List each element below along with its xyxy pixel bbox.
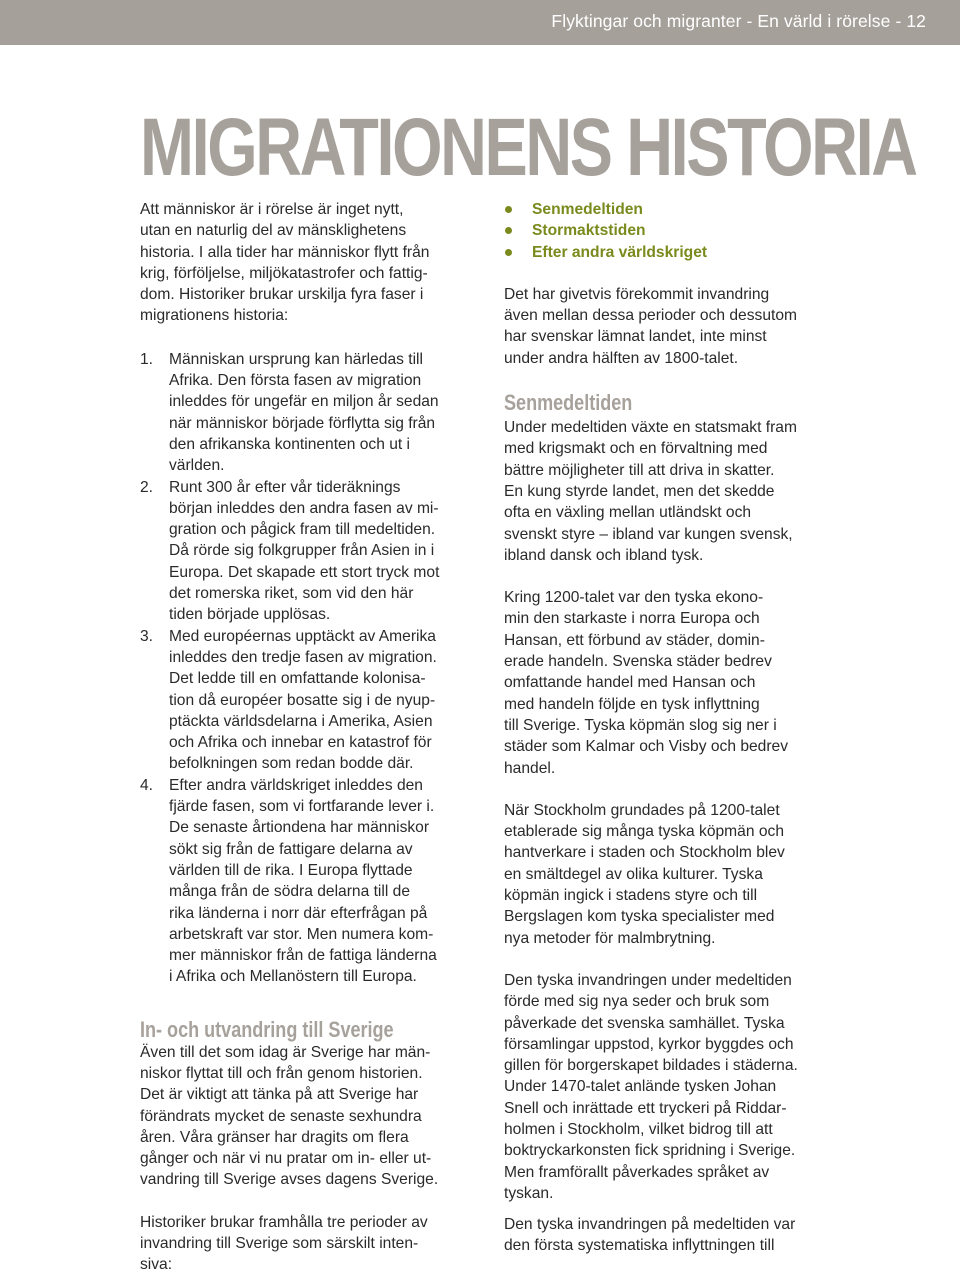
phase-item <box>140 775 470 988</box>
phase-text: Efter andra världskriget inleddes den fjärde fasen, som vi fortfarande lever i. De senaste årtiondena har människor sökt sig från de fattigare delarna av världen till de rika. I Europa flyttade många från de södra delarna till de rika länderna i norr där efterfrågan på arbetskraft var stor. Men numera kom- mer människor från de fattiga länderna i Afrika och Mellanöstern till Europa. <box>169 776 437 986</box>
header-bar <box>0 0 960 45</box>
paragraph-gap <box>504 566 829 587</box>
page-title: MIGRATIONENS HISTORIA <box>140 102 916 193</box>
right-column <box>504 199 829 1257</box>
period-label: Efter andra världskriget <box>532 243 708 261</box>
bullet-icon <box>505 227 512 234</box>
general-paragraph: Det har givetvis förekommit invandring även mellan dessa perioder och dessutom har svenskar lämnat landet, inte minst under andra hälften av 1800-talet. <box>504 285 797 367</box>
left-column <box>140 199 470 1276</box>
body-paragraph: Kring 1200-talet var den tyska ekono- min den starkaste i norra Europa och Hansan, ett förbund av städer, domin- erade handeln. Svenska städer bedrev omfattande handel med Hansan och med handeln följde en tysk inflyttning till Sverige. Tyska köpmän slog sig ner i städer som Kalmar och Visby och bedrev handel. <box>504 589 788 777</box>
bullet-icon <box>505 249 512 256</box>
phase-text: Runt 300 år efter vår tideräknings början inleddes den andra fasen av mi- gration och pågick fram till medeltiden. Då rörde sig folkgrupper från Asien in i Europa. Det skapade ett stort tryck mot det romerska riket, som vid den här tiden började upplösas. <box>169 478 440 624</box>
phase-text: Med européernas upptäckt av Amerika inleddes den tredje fasen av migration. Det ledde till en omfattande kolonisa- tion då européer bosatte sig i de nyup- ptäckta världsdelarna i Amerika, Asien och Afrika och innebar en katastrof för befolkningen som redan bodde där. <box>169 627 437 773</box>
period-item <box>504 220 829 241</box>
periods-list <box>504 199 829 263</box>
paragraph-gap <box>504 263 829 284</box>
period-label: Stormaktstiden <box>532 222 646 240</box>
paragraph-gap <box>504 779 829 800</box>
running-title: Flyktingar och migranter - En värld i rörelse - 12 <box>551 11 926 31</box>
phase-item <box>140 626 470 775</box>
phase-number: 3. <box>140 627 154 645</box>
paragraph-gap <box>504 1204 829 1214</box>
paragraph-gap <box>504 949 829 970</box>
closing-paragraph: Historiker brukar framhålla tre perioder av invandring till Sverige som särskilt inten- siva: <box>140 1213 428 1274</box>
phase-number: 2. <box>140 478 154 496</box>
section-heading-in-utvandring: In- och utvandring till Sverige <box>140 1016 394 1042</box>
body-paragraph: Den tyska invandringen på medeltiden var den första systematiska inflyttningen till <box>504 1216 796 1255</box>
phases-list <box>140 349 470 988</box>
phase-text: Människan ursprung kan härledas till Afrika. Den första fasen av migration inleddes för ungefär en miljon år sedan när människor började förflytta sig från den afrikanska kontinenten och ut i världen. <box>169 350 439 475</box>
phase-item <box>140 349 470 477</box>
bullet-icon <box>505 206 512 213</box>
section-heading-senmedeltiden: Senmedeltiden <box>504 390 633 416</box>
period-item <box>504 199 829 220</box>
period-label: Senmedeltiden <box>532 201 643 218</box>
intro-paragraph: Att människor är i rörelse är inget nytt, utan en naturlig del av mänsklighetens historia. I alla tider har människor flytt från krig, förföljelse, miljökatastrofer och fattig- dom. Historiker brukar urskilja fyra faser i migrationens historia: <box>140 201 430 325</box>
body-paragraph: Under medeltiden växte en statsmakt fram med krigsmakt och en förvaltning med bättre möjligheter till att driva in skatter. En kung styrde landet, men det skedde ofta en växling mellan utländskt och svenskt styre – ibland var kungen svensk, ibland dansk och ibland tysk. <box>504 419 797 564</box>
body-paragraph: När Stockholm grundades på 1200-talet etablerade sig många tyska köpmän och hantverkare i staden och Stockholm blev en smältdegel av olika kulturer. Tyska köpmän ingick i stadens styre och till Bergslagen kom tyska specialister med nya metoder för malmbrytning. <box>504 801 785 947</box>
body-paragraph: Den tyska invandringen under medeltiden förde med sig nya seder och bruk som påverkade det svenska samhället. Tyska församlingar uppstod, kyrkor byggdes och gillen för borgerskapet bildades i städerna. Under 1470-talet anlände tysken Johan Snell och inrättade ett tryckeri på Riddar- holmen i Stockholm, vilket bidrog till att boktryckarkonsten fick spridning i Sverige. Men framförallt påverkades språket av tyskan. <box>504 971 798 1202</box>
phase-item <box>140 477 470 626</box>
paragraph-gap <box>140 1191 470 1212</box>
period-item <box>504 242 829 263</box>
phase-number: 1. <box>140 350 154 368</box>
section-paragraph: Även till det som idag är Sverige har män- niskor flyttat till och från genom historien. Det är viktigt att tänka på att Sverige har förändrats mycket de senaste sexhundra åren. Våra gränser har dragits om flera gånger och när vi nu pratar om in- eller ut- vandring till Sverige avses dagens Sverige. <box>140 1043 439 1189</box>
phase-number: 4. <box>140 776 154 794</box>
